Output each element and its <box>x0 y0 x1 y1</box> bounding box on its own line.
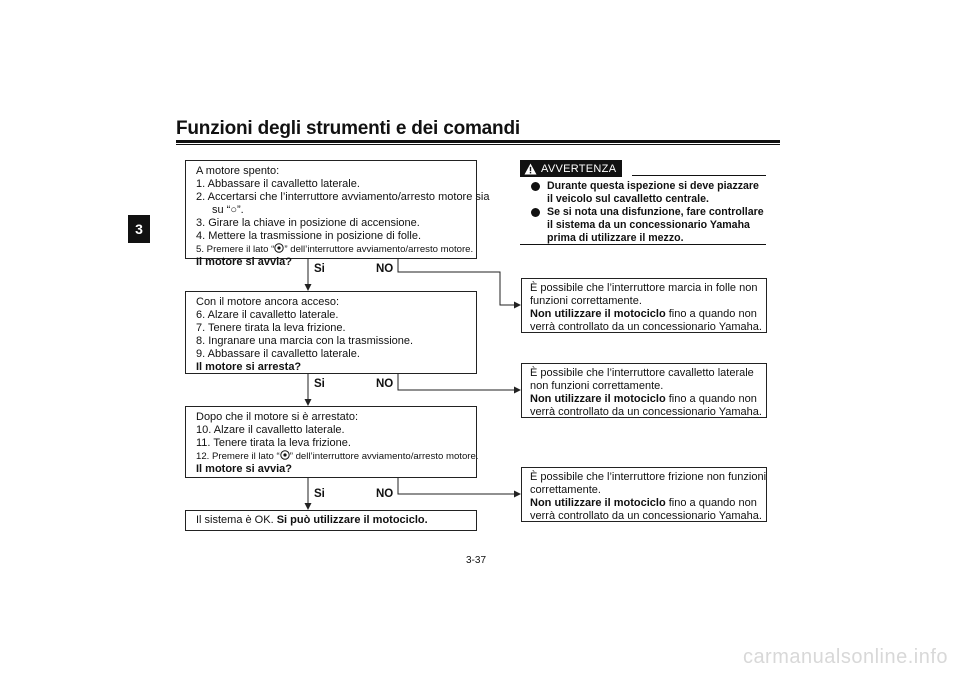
no-line-2 <box>398 374 520 390</box>
result2-line: verrà controllato da un concessionario Yamaha. <box>530 406 762 418</box>
warning-triangle-icon <box>524 163 537 175</box>
box3-line: 10. Alzare il cavalletto laterale. <box>196 424 345 436</box>
box3-line: 11. Tenere tirata la leva frizione. <box>196 437 351 449</box>
no-line-3 <box>398 478 520 494</box>
bullet-icon <box>531 208 540 217</box>
result3-line: verrà controllato da un concessionario Yamaha. <box>530 510 762 522</box>
result1-line: verrà controllato da un concessionario Yamaha. <box>530 321 762 333</box>
step-box-4 <box>185 510 477 531</box>
box4-text: Il sistema è OK. Si può utilizzare il motociclo. <box>196 514 428 526</box>
result3-line: È possibile che l’interruttore frizione non funzioni <box>530 471 767 483</box>
box1-line: 1. Abbassare il cavalletto laterale. <box>196 178 360 190</box>
box2-line: 9. Abbassare il cavalletto laterale. <box>196 348 360 360</box>
box2-line: 6. Alzare il cavalletto laterale. <box>196 309 339 321</box>
warning-item-1: Durante questa ispezione si deve piazzare il veicolo sul cavalletto centrale. <box>531 180 771 206</box>
box3-step12: 12. Premere il lato “ ” dell’interruttore avviamento/arresto motore. <box>196 451 479 462</box>
warning-item-2: Se si nota una disfunzione, fare controllare il sistema da un concessionario Yamaha prima di utilizzare il mezzo. <box>531 206 771 245</box>
box1-line: A motore spento: <box>196 165 280 177</box>
box3-line: Dopo che il motore si è arrestato: <box>196 411 359 423</box>
result3-line: correttamente. <box>530 484 601 496</box>
result1-line: È possibile che l’interruttore marcia in folle non <box>530 282 758 294</box>
box1-line: 3. Girare la chiave in posizione di accensione. <box>196 217 420 229</box>
page-number: 3-37 <box>466 555 487 566</box>
start-button-icon <box>280 450 290 460</box>
result2-line: Non utilizzare il motociclo fino a quando non <box>530 393 757 405</box>
box2-question: Il motore si arresta? <box>196 361 302 373</box>
watermark: carmanualsonline.info <box>742 646 948 668</box>
warning-header <box>520 160 622 177</box>
result3-line: Non utilizzare il motociclo fino a quando non <box>530 497 757 509</box>
step-box-2 <box>185 291 477 374</box>
result1-line: funzioni correttamente. <box>530 295 642 307</box>
page-title: Funzioni degli strumenti e dei comandi <box>176 118 520 139</box>
box2-line: Con il motore ancora acceso: <box>196 296 340 308</box>
warning-bottom-rule <box>520 244 766 245</box>
no-label-1: NO <box>376 263 394 275</box>
warning-body <box>531 180 771 245</box>
step-box-1 <box>185 160 490 268</box>
warning-title: AVVERTENZA <box>541 162 617 175</box>
result-box-3 <box>521 467 767 522</box>
result-box-1 <box>521 278 767 333</box>
yes-label-1: Si <box>314 263 325 275</box>
box2-line: 8. Ingranare una marcia con la trasmissione. <box>196 335 414 347</box>
box2-line: 7. Tenere tirata la leva frizione. <box>196 322 346 334</box>
result2-line: È possibile che l’interruttore cavalletto laterale <box>530 367 754 379</box>
chapter-tab: 3 <box>128 215 150 243</box>
result2-line: non funzioni correttamente. <box>530 380 664 392</box>
box1-line: su “○”. <box>212 204 244 216</box>
step-box-3 <box>185 406 477 478</box>
result-box-2 <box>521 363 767 418</box>
warning-header-rule <box>632 175 766 176</box>
bullet-icon <box>531 182 540 191</box>
box1-line: 4. Mettere la trasmissione in posizione di folle. <box>196 230 421 242</box>
yes-label-3: Si <box>314 488 325 500</box>
no-label-3: NO <box>376 488 394 500</box>
yes-label-2: Si <box>314 378 325 390</box>
result1-line: Non utilizzare il motociclo fino a quando non <box>530 308 757 320</box>
box1-line: 2. Accertarsi che l’interruttore avviamento/arresto motore sia <box>196 191 490 203</box>
box1-step5: 5. Premere il lato “ ” dell’interruttore avviamento/arresto motore. <box>196 244 474 255</box>
no-label-2: NO <box>376 378 394 390</box>
start-button-icon <box>274 243 284 253</box>
box3-question: Il motore si avvia? <box>196 463 292 475</box>
box1-question: Il motore si avvia? <box>196 256 292 268</box>
